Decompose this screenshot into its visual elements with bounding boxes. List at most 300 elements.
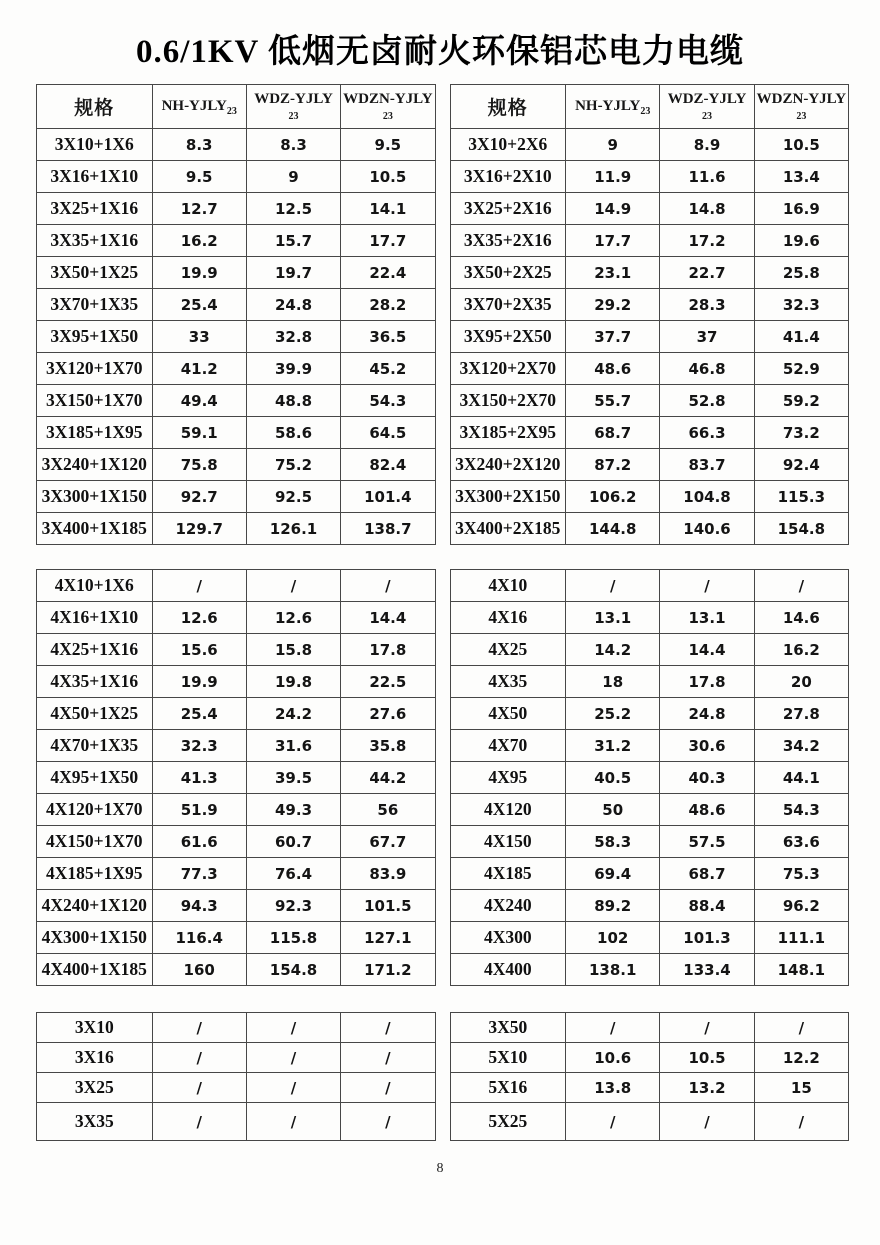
table-row <box>450 1013 849 1043</box>
value-cell: 12.7 <box>152 193 246 225</box>
spec-cell: 5X16 <box>450 1073 566 1103</box>
value-cell: / <box>152 1073 246 1103</box>
table-row <box>37 1013 436 1043</box>
spec-cell: 4X16+1X10 <box>37 602 153 634</box>
value-cell: 13.1 <box>566 602 660 634</box>
table-row <box>450 890 849 922</box>
col-header-nh-yjly <box>152 85 246 129</box>
value-cell: 17.7 <box>566 225 660 257</box>
value-cell: 160 <box>152 954 246 986</box>
value-cell: / <box>246 1043 340 1073</box>
value-cell: 115.8 <box>246 922 340 954</box>
value-cell: 41.2 <box>152 353 246 385</box>
value-cell: 19.7 <box>246 257 340 289</box>
value-cell: / <box>754 570 848 602</box>
spec-cell: 4X185 <box>450 858 566 890</box>
value-cell: 9 <box>246 161 340 193</box>
table-row <box>450 257 849 289</box>
value-cell: 32.8 <box>246 321 340 353</box>
table-row <box>37 193 436 225</box>
spec-cell: 3X400+2X185 <box>450 513 566 545</box>
value-cell: 12.5 <box>246 193 340 225</box>
value-cell: 15.7 <box>246 225 340 257</box>
right-table-block3 <box>450 1012 850 1141</box>
value-cell: 25.4 <box>152 698 246 730</box>
table-row <box>450 666 849 698</box>
value-cell: 36.5 <box>341 321 435 353</box>
table-row <box>37 1073 436 1103</box>
value-cell: 22.7 <box>660 257 754 289</box>
value-cell: 19.9 <box>152 666 246 698</box>
value-cell: 59.1 <box>152 417 246 449</box>
value-cell: 39.5 <box>246 762 340 794</box>
spec-cell: 3X16+1X10 <box>37 161 153 193</box>
value-cell: 10.6 <box>566 1043 660 1073</box>
spec-cell: 4X16 <box>450 602 566 634</box>
spec-cell: 3X300+1X150 <box>37 481 153 513</box>
value-cell: 45.2 <box>341 353 435 385</box>
spec-cell: 4X95 <box>450 762 566 794</box>
table-row <box>37 513 436 545</box>
value-cell: 37 <box>660 321 754 353</box>
spec-cell: 4X50 <box>450 698 566 730</box>
value-cell: 116.4 <box>152 922 246 954</box>
table-row <box>450 513 849 545</box>
spec-cell: 3X35+1X16 <box>37 225 153 257</box>
value-cell: 16.2 <box>754 634 848 666</box>
table-row <box>37 826 436 858</box>
col-header-label: NH-YJLY <box>575 97 641 114</box>
table-row <box>450 1043 849 1073</box>
table-row <box>450 417 849 449</box>
col-header-subscript: 23 <box>382 111 393 122</box>
table-row <box>450 161 849 193</box>
table-row <box>450 826 849 858</box>
value-cell: 14.4 <box>341 602 435 634</box>
table-row <box>450 634 849 666</box>
value-cell: 19.6 <box>754 225 848 257</box>
value-cell: 27.6 <box>341 698 435 730</box>
value-cell: 58.6 <box>246 417 340 449</box>
value-cell: 144.8 <box>566 513 660 545</box>
spec-cell: 4X25+1X16 <box>37 634 153 666</box>
header-row <box>37 85 436 129</box>
value-cell: 101.3 <box>660 922 754 954</box>
value-cell: 23.1 <box>566 257 660 289</box>
table-row <box>37 794 436 826</box>
value-cell: 19.9 <box>152 257 246 289</box>
table-row <box>37 730 436 762</box>
spec-cell: 3X400+1X185 <box>37 513 153 545</box>
value-cell: 133.4 <box>660 954 754 986</box>
value-cell: 140.6 <box>660 513 754 545</box>
spec-cell: 3X50+1X25 <box>37 257 153 289</box>
value-cell: 24.2 <box>246 698 340 730</box>
value-cell: 30.6 <box>660 730 754 762</box>
table-row <box>450 1073 849 1103</box>
table-row <box>37 353 436 385</box>
value-cell: 34.2 <box>754 730 848 762</box>
value-cell: 49.3 <box>246 794 340 826</box>
table-row <box>37 858 436 890</box>
value-cell: 138.1 <box>566 954 660 986</box>
value-cell: 22.5 <box>341 666 435 698</box>
col-header-label: NH-YJLY <box>161 97 227 114</box>
value-cell: 63.6 <box>754 826 848 858</box>
value-cell: / <box>246 570 340 602</box>
col-header-wdzn-yjly <box>341 85 435 129</box>
table-row <box>450 289 849 321</box>
value-cell: 29.2 <box>566 289 660 321</box>
spec-cell: 3X95+1X50 <box>37 321 153 353</box>
value-cell: 48.8 <box>246 385 340 417</box>
value-cell: 92.4 <box>754 449 848 481</box>
spec-column-header: 规格 <box>450 85 566 129</box>
right-table-block1 <box>450 84 850 545</box>
table-row <box>450 922 849 954</box>
value-cell: / <box>246 1103 340 1141</box>
spec-cell: 4X150+1X70 <box>37 826 153 858</box>
value-cell: 22.4 <box>341 257 435 289</box>
spec-cell: 3X120+2X70 <box>450 353 566 385</box>
value-cell: 14.6 <box>754 602 848 634</box>
left-table-block3 <box>36 1012 436 1141</box>
value-cell: 19.8 <box>246 666 340 698</box>
value-cell: 24.8 <box>660 698 754 730</box>
value-cell: 67.7 <box>341 826 435 858</box>
value-cell: 75.2 <box>246 449 340 481</box>
value-cell: 75.3 <box>754 858 848 890</box>
left-table-block2 <box>36 569 436 986</box>
value-cell: / <box>566 1013 660 1043</box>
value-cell: 73.2 <box>754 417 848 449</box>
value-cell: 54.3 <box>754 794 848 826</box>
spec-cell: 3X10 <box>37 1013 153 1043</box>
value-cell: 56 <box>341 794 435 826</box>
value-cell: 15.6 <box>152 634 246 666</box>
spec-cell: 4X150 <box>450 826 566 858</box>
left-table-block1 <box>36 84 436 545</box>
spec-cell: 3X150+2X70 <box>450 385 566 417</box>
value-cell: 12.6 <box>246 602 340 634</box>
value-cell: / <box>754 1103 848 1141</box>
spec-cell: 4X300 <box>450 922 566 954</box>
spec-cell: 4X35 <box>450 666 566 698</box>
value-cell: 11.9 <box>566 161 660 193</box>
table-row <box>450 762 849 794</box>
value-cell: 68.7 <box>660 858 754 890</box>
spec-cell: 4X400 <box>450 954 566 986</box>
value-cell: 25.4 <box>152 289 246 321</box>
col-header-label: WDZ-YJLY <box>667 91 747 107</box>
value-cell: 111.1 <box>754 922 848 954</box>
value-cell: 17.8 <box>660 666 754 698</box>
value-cell: / <box>341 1043 435 1073</box>
table-row <box>37 1103 436 1141</box>
value-cell: 40.3 <box>660 762 754 794</box>
table-row <box>37 257 436 289</box>
value-cell: 8.9 <box>660 129 754 161</box>
table-row <box>37 129 436 161</box>
spec-cell: 4X120 <box>450 794 566 826</box>
value-cell: 50 <box>566 794 660 826</box>
table-row <box>37 922 436 954</box>
table-row <box>37 890 436 922</box>
value-cell: / <box>341 1013 435 1043</box>
value-cell: 102 <box>566 922 660 954</box>
table-row <box>450 225 849 257</box>
table-row <box>450 1103 849 1141</box>
spec-cell: 3X240+2X120 <box>450 449 566 481</box>
spec-cell: 3X25+1X16 <box>37 193 153 225</box>
value-cell: 106.2 <box>566 481 660 513</box>
value-cell: 92.3 <box>246 890 340 922</box>
value-cell: 20 <box>754 666 848 698</box>
value-cell: 13.8 <box>566 1073 660 1103</box>
table-row <box>450 602 849 634</box>
value-cell: 27.8 <box>754 698 848 730</box>
col-header-subscript: 23 <box>288 111 299 122</box>
value-cell: 13.1 <box>660 602 754 634</box>
col-header-wdz-yjly <box>660 85 754 129</box>
value-cell: 59.2 <box>754 385 848 417</box>
spec-cell: 4X25 <box>450 634 566 666</box>
value-cell: 9 <box>566 129 660 161</box>
value-cell: 69.4 <box>566 858 660 890</box>
table-row <box>37 666 436 698</box>
spec-cell: 4X70+1X35 <box>37 730 153 762</box>
spec-cell: 3X35+2X16 <box>450 225 566 257</box>
col-header-subscript: 23 <box>702 111 712 122</box>
spec-cell: 3X10+2X6 <box>450 129 566 161</box>
table-row <box>450 353 849 385</box>
spec-cell: 3X70+2X35 <box>450 289 566 321</box>
spec-cell: 4X300+1X150 <box>37 922 153 954</box>
value-cell: 9.5 <box>152 161 246 193</box>
value-cell: 82.4 <box>341 449 435 481</box>
value-cell: / <box>152 1103 246 1141</box>
value-cell: 129.7 <box>152 513 246 545</box>
value-cell: 8.3 <box>246 129 340 161</box>
col-header-wdzn-yjly <box>754 85 848 129</box>
table-row <box>450 193 849 225</box>
value-cell: 15.8 <box>246 634 340 666</box>
value-cell: 24.8 <box>246 289 340 321</box>
value-cell: 101.5 <box>341 890 435 922</box>
value-cell: 25.8 <box>754 257 848 289</box>
value-cell: 11.6 <box>660 161 754 193</box>
value-cell: 68.7 <box>566 417 660 449</box>
value-cell: 57.5 <box>660 826 754 858</box>
table-row <box>37 289 436 321</box>
value-cell: / <box>566 1103 660 1141</box>
value-cell: 14.8 <box>660 193 754 225</box>
value-cell: 48.6 <box>660 794 754 826</box>
table-row <box>37 1043 436 1073</box>
value-cell: 14.1 <box>341 193 435 225</box>
value-cell: 10.5 <box>660 1043 754 1073</box>
col-header-label: WDZN-YJLY <box>756 91 847 107</box>
spec-cell: 3X50 <box>450 1013 566 1043</box>
table-row <box>37 225 436 257</box>
spec-cell: 4X10+1X6 <box>37 570 153 602</box>
value-cell: 33 <box>152 321 246 353</box>
value-cell: / <box>152 1043 246 1073</box>
value-cell: 66.3 <box>660 417 754 449</box>
table-row <box>450 385 849 417</box>
value-cell: 44.1 <box>754 762 848 794</box>
value-cell: / <box>341 1073 435 1103</box>
spec-cell: 3X35 <box>37 1103 153 1141</box>
value-cell: 15 <box>754 1073 848 1103</box>
value-cell: 18 <box>566 666 660 698</box>
value-cell: 13.4 <box>754 161 848 193</box>
spec-cell: 4X185+1X95 <box>37 858 153 890</box>
value-cell: 92.7 <box>152 481 246 513</box>
value-cell: / <box>341 570 435 602</box>
table-row <box>37 698 436 730</box>
value-cell: 94.3 <box>152 890 246 922</box>
table-row <box>37 417 436 449</box>
spec-cell: 3X70+1X35 <box>37 289 153 321</box>
left-table-group <box>36 84 436 1141</box>
value-cell: 9.5 <box>341 129 435 161</box>
table-row <box>37 481 436 513</box>
tables-container <box>0 80 880 1141</box>
value-cell: 171.2 <box>341 954 435 986</box>
value-cell: 88.4 <box>660 890 754 922</box>
table-row <box>37 385 436 417</box>
value-cell: 55.7 <box>566 385 660 417</box>
table-row <box>37 449 436 481</box>
value-cell: 16.2 <box>152 225 246 257</box>
value-cell: / <box>566 570 660 602</box>
right-table-block2 <box>450 569 850 986</box>
value-cell: 44.2 <box>341 762 435 794</box>
value-cell: 148.1 <box>754 954 848 986</box>
value-cell: 127.1 <box>341 922 435 954</box>
spec-cell: 3X240+1X120 <box>37 449 153 481</box>
value-cell: 101.4 <box>341 481 435 513</box>
spec-cell: 4X400+1X185 <box>37 954 153 986</box>
value-cell: 28.2 <box>341 289 435 321</box>
value-cell: 12.6 <box>152 602 246 634</box>
spec-cell: 4X240+1X120 <box>37 890 153 922</box>
value-cell: 76.4 <box>246 858 340 890</box>
value-cell: 17.7 <box>341 225 435 257</box>
col-header-subscript: 23 <box>796 111 807 122</box>
table-row <box>450 698 849 730</box>
value-cell: 104.8 <box>660 481 754 513</box>
table-row <box>37 321 436 353</box>
spec-cell: 4X70 <box>450 730 566 762</box>
value-cell: / <box>341 1103 435 1141</box>
value-cell: 89.2 <box>566 890 660 922</box>
value-cell: 115.3 <box>754 481 848 513</box>
value-cell: 83.9 <box>341 858 435 890</box>
spec-cell: 3X120+1X70 <box>37 353 153 385</box>
value-cell: 49.4 <box>152 385 246 417</box>
spec-cell: 3X150+1X70 <box>37 385 153 417</box>
table-row <box>450 858 849 890</box>
col-header-subscript: 23 <box>226 105 237 117</box>
header-row <box>450 85 849 129</box>
col-header-wdz-yjly <box>246 85 340 129</box>
spec-cell: 4X50+1X25 <box>37 698 153 730</box>
value-cell: 96.2 <box>754 890 848 922</box>
value-cell: 25.2 <box>566 698 660 730</box>
value-cell: / <box>660 1103 754 1141</box>
value-cell: 40.5 <box>566 762 660 794</box>
value-cell: 13.2 <box>660 1073 754 1103</box>
right-table-group <box>450 84 850 1141</box>
value-cell: 10.5 <box>341 161 435 193</box>
table-row <box>37 954 436 986</box>
value-cell: 61.6 <box>152 826 246 858</box>
col-header-label: WDZN-YJLY <box>343 91 433 107</box>
col-header-subscript: 23 <box>640 105 651 117</box>
spec-cell: 3X50+2X25 <box>450 257 566 289</box>
table-row <box>450 129 849 161</box>
value-cell: 12.2 <box>754 1043 848 1073</box>
value-cell: / <box>246 1013 340 1043</box>
value-cell: 77.3 <box>152 858 246 890</box>
value-cell: / <box>660 570 754 602</box>
spec-cell: 3X16 <box>37 1043 153 1073</box>
value-cell: 75.8 <box>152 449 246 481</box>
table-row <box>37 570 436 602</box>
spec-cell: 3X16+2X10 <box>450 161 566 193</box>
value-cell: 17.2 <box>660 225 754 257</box>
value-cell: / <box>246 1073 340 1103</box>
table-row <box>37 602 436 634</box>
table-row <box>450 730 849 762</box>
table-row <box>450 321 849 353</box>
value-cell: 41.3 <box>152 762 246 794</box>
value-cell: 126.1 <box>246 513 340 545</box>
table-row <box>450 449 849 481</box>
spec-cell: 4X95+1X50 <box>37 762 153 794</box>
value-cell: 52.8 <box>660 385 754 417</box>
spec-cell: 3X185+1X95 <box>37 417 153 449</box>
value-cell: 52.9 <box>754 353 848 385</box>
value-cell: 83.7 <box>660 449 754 481</box>
table-row <box>450 954 849 986</box>
value-cell: 10.5 <box>754 129 848 161</box>
value-cell: 16.9 <box>754 193 848 225</box>
value-cell: 17.8 <box>341 634 435 666</box>
page-number: 8 <box>436 1161 444 1176</box>
value-cell: 32.3 <box>754 289 848 321</box>
value-cell: 154.8 <box>754 513 848 545</box>
value-cell: 41.4 <box>754 321 848 353</box>
value-cell: 32.3 <box>152 730 246 762</box>
value-cell: 37.7 <box>566 321 660 353</box>
spec-column-header: 规格 <box>37 85 153 129</box>
value-cell: 31.2 <box>566 730 660 762</box>
spec-cell: 4X240 <box>450 890 566 922</box>
table-row <box>450 794 849 826</box>
page-title: 0.6/1KV 低烟无卤耐火环保铝芯电力电缆 <box>135 34 745 70</box>
value-cell: 46.8 <box>660 353 754 385</box>
value-cell: / <box>152 570 246 602</box>
spec-cell: 4X35+1X16 <box>37 666 153 698</box>
spec-cell: 3X300+2X150 <box>450 481 566 513</box>
value-cell: 92.5 <box>246 481 340 513</box>
value-cell: / <box>754 1013 848 1043</box>
value-cell: 35.8 <box>341 730 435 762</box>
spec-cell: 5X10 <box>450 1043 566 1073</box>
